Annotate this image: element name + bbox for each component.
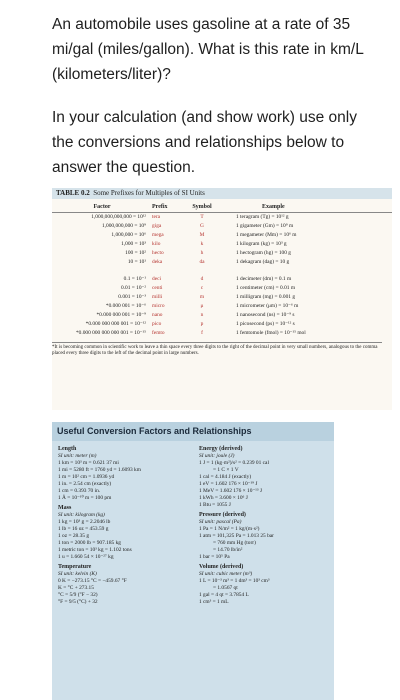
- table-title: [52, 188, 392, 199]
- conversion-line: 1 cm³ = 1 mL: [199, 599, 229, 605]
- cell-factor: 10 = 10¹: [127, 259, 146, 265]
- cell-factor: 0.01 = 10⁻²: [120, 285, 146, 291]
- conversion-line: °C = 5/9 (°F − 32): [58, 592, 98, 598]
- conversion-line: = 1.0567 qt: [213, 585, 238, 591]
- conversion-line: 1 J = 1 (kg·m²)/s² = 0.239 01 cal: [199, 460, 269, 466]
- conversion-line: 1 atm = 101,325 Pa = 1.013 25 bar: [199, 533, 274, 539]
- section-si-unit: SI unit: kilogram (kg): [58, 512, 105, 518]
- cell-example: 1 milligram (mg) = 0.001 g: [236, 294, 296, 300]
- table-label: TABLE 0.2: [56, 189, 90, 197]
- conversion-panel-title: Useful Conversion Factors and Relationships: [52, 422, 334, 441]
- cell-example: 1 hectogram (hg) = 100 g: [236, 250, 291, 256]
- cell-prefix: centi: [152, 285, 163, 291]
- conversion-line: 1 mi = 5280 ft = 1760 yd = 1.6093 km: [58, 467, 141, 473]
- table-rows-large: [52, 213, 392, 267]
- cell-factor: 1,000 = 10³: [121, 241, 146, 247]
- si-prefix-table: [52, 188, 392, 410]
- cell-prefix: deci: [152, 276, 161, 282]
- conversion-line: 1 Pa = 1 N/m² = 1 kg/(m·s²): [199, 526, 260, 532]
- cell-example: 1 micrometer (μm) = 10⁻⁶ m: [236, 303, 299, 309]
- conversion-line: 1 Å = 10⁻¹⁰ m = 100 pm: [58, 495, 112, 501]
- conversion-line: 1 eV = 1.602 176 × 10⁻¹⁹ J: [199, 481, 258, 487]
- table-header-row: [52, 204, 392, 213]
- cell-factor: 1,000,000,000 = 10⁹: [101, 223, 146, 229]
- cell-symbol: k: [200, 241, 204, 247]
- table-row: [52, 329, 392, 338]
- table-row: [52, 320, 392, 329]
- cell-factor: *0.000 001 = 10⁻⁶: [105, 303, 146, 309]
- conversion-right-column: [193, 441, 334, 606]
- table-caption: Some Prefixes for Multiples of SI Units: [93, 189, 205, 197]
- section-title: Energy (derived): [199, 446, 243, 452]
- table-row: [52, 249, 392, 258]
- cell-symbol: n: [200, 312, 204, 318]
- conversion-line: 1 lb = 16 oz = 453.59 g: [58, 526, 109, 532]
- cell-example: 1 kilogram (kg) = 10³ g: [236, 241, 287, 247]
- conversion-line: 1 L = 10⁻³ m³ = 1 dm³ = 10³ cm³: [199, 578, 270, 584]
- cell-example: 1 femtomole (fmol) = 10⁻¹⁵ mol: [236, 330, 306, 336]
- table-row: [52, 231, 392, 240]
- section-si-unit: SI unit: cubic meter (m³): [199, 571, 253, 577]
- cell-prefix: tera: [152, 214, 161, 220]
- conversion-line: 1 gal = 4 qt = 3.7854 L: [199, 592, 249, 598]
- table-row: [52, 213, 392, 222]
- cell-prefix: pico: [152, 321, 162, 327]
- header-example: Example: [262, 204, 285, 210]
- cell-symbol: p: [200, 321, 204, 327]
- cell-symbol: da: [199, 259, 205, 265]
- conversion-line: K = °C + 273.15: [58, 585, 94, 591]
- table-row: [52, 284, 392, 293]
- cell-prefix: nano: [152, 312, 163, 318]
- question-paragraph-2: In your calculation (and show work) use only the conversions and relationships below to answer the question.: [52, 109, 357, 176]
- cell-prefix: mega: [152, 232, 164, 238]
- cell-symbol: m: [199, 294, 205, 300]
- cell-factor: 0.001 = 10⁻³: [118, 294, 146, 300]
- table-row: [52, 293, 392, 302]
- cell-factor: 0.1 = 10⁻¹: [123, 276, 146, 282]
- cell-factor: 100 = 10²: [125, 250, 146, 256]
- cell-prefix: femto: [152, 330, 165, 336]
- conversion-line: 1 kWh = 3.600 × 10⁶ J: [199, 495, 248, 501]
- conversion-line: 1 m = 10² cm = 1.0936 yd: [58, 474, 115, 480]
- header-factor: Factor: [93, 204, 111, 210]
- cell-example: 1 picosecond (ps) = 10⁻¹² s: [236, 321, 295, 327]
- conversion-line: = 14.70 lb/in²: [213, 547, 243, 553]
- table-row: [52, 311, 392, 320]
- conversion-factors-panel: [52, 422, 334, 700]
- conversion-line: 1 bar = 10⁵ Pa: [199, 554, 230, 560]
- section-si-unit: SI unit: pascal (Pa): [199, 519, 242, 525]
- cell-factor: *0.000 000 000 001 = 10⁻¹²: [85, 321, 146, 327]
- section-title: Length: [58, 446, 77, 452]
- table-footnote: *It is becoming common in scientific work to leave a thin space every three digits to the right of the decimal point in very small numbers, analogous to the comma placed every three digits to the left of the decimal point in large numbers.: [52, 342, 382, 357]
- conversion-line: 1 MeV = 1.602 176 × 10⁻¹³ J: [199, 488, 262, 494]
- conversion-line: 1 cal = 4.184 J (exactly): [199, 474, 252, 480]
- section-title: Temperature: [58, 564, 92, 570]
- conversion-line: 1 cm = 0.393 70 in.: [58, 488, 101, 494]
- table-row: [52, 222, 392, 231]
- cell-factor: 1,000,000 = 10⁶: [111, 232, 146, 238]
- cell-example: 1 dekagram (dag) = 10 g: [236, 259, 290, 265]
- table-row: [52, 302, 392, 311]
- cell-factor: 1,000,000,000,000 = 10¹²: [91, 214, 146, 220]
- conversion-line: 1 kg = 10³ g = 2.2046 lb: [58, 519, 111, 525]
- section-title: Volume (derived): [199, 564, 244, 570]
- cell-example: 1 centimeter (cm) = 0.01 m: [236, 285, 296, 291]
- header-prefix: Prefix: [152, 204, 168, 210]
- cell-factor: *0.000 000 000 000 001 = 10⁻¹⁵: [75, 330, 146, 336]
- cell-symbol: M: [199, 232, 205, 238]
- cell-example: 1 teragram (Tg) = 10¹² g: [236, 214, 289, 220]
- table-row: [52, 258, 392, 267]
- table-rows-small: [52, 275, 392, 338]
- conversion-line: 0 K = −273.15 °C = −459.67 °F: [58, 578, 127, 584]
- section-title: Mass: [58, 505, 72, 511]
- cell-prefix: hecto: [152, 250, 164, 256]
- table-row: [52, 240, 392, 249]
- conversion-left-column: [52, 441, 193, 606]
- cell-symbol: T: [200, 214, 204, 220]
- conversion-line: 1 Btu = 1055 J: [199, 502, 231, 508]
- cell-symbol: G: [200, 223, 204, 229]
- cell-symbol: d: [200, 276, 204, 282]
- header-symbol: Symbol: [192, 204, 212, 210]
- question-text: [52, 12, 372, 194]
- conversion-line: °F = 9/5 (°C) + 32: [58, 599, 98, 605]
- cell-symbol: f: [201, 330, 203, 336]
- cell-example: 1 gigameter (Gm) = 10⁹ m: [236, 223, 294, 229]
- cell-example: 1 nanosecond (ns) = 10⁻⁹ s: [236, 312, 295, 318]
- conversion-line: 1 metric ton = 10³ kg = 1.102 tons: [58, 547, 132, 553]
- cell-prefix: giga: [152, 223, 162, 229]
- cell-symbol: c: [200, 285, 204, 291]
- table-row: [52, 275, 392, 284]
- conversion-line: = 760 mm Hg (torr): [213, 540, 256, 546]
- cell-factor: *0.000 000 001 = 10⁻⁹: [96, 312, 146, 318]
- cell-example: 1 decimeter (dm) = 0.1 m: [236, 276, 292, 282]
- cell-prefix: kilo: [152, 241, 161, 247]
- conversion-line: 1 oz = 28.35 g: [58, 533, 90, 539]
- section-si-unit: SI unit: meter (m): [58, 453, 97, 459]
- conversion-line: = 1 C × 1 V: [213, 467, 239, 473]
- conversion-line: 1 ton = 2000 lb = 907.185 kg: [58, 540, 121, 546]
- cell-symbol: μ: [200, 303, 204, 309]
- cell-prefix: micro: [152, 303, 165, 309]
- section-si-unit: SI unit: kelvin (K): [58, 571, 97, 577]
- cell-prefix: deka: [152, 259, 163, 265]
- question-paragraph-1: An automobile uses gasoline at a rate of 35 mi/gal (miles/gallon). What is this rate in km/L (kilometers/liter)?: [52, 16, 364, 83]
- conversion-line: 1 in. = 2.54 cm (exactly): [58, 481, 112, 487]
- cell-prefix: milli: [152, 294, 163, 300]
- conversion-line: 1 u = 1.660 54 × 10⁻²⁷ kg: [58, 554, 114, 560]
- cell-symbol: h: [200, 250, 204, 256]
- section-si-unit: SI unit: joule (J): [199, 453, 235, 459]
- conversion-line: 1 km = 10³ m = 0.621 37 mi: [58, 460, 119, 466]
- section-title: Pressure (derived): [199, 512, 246, 518]
- cell-example: 1 megameter (Mm) = 10⁶ m: [236, 232, 297, 238]
